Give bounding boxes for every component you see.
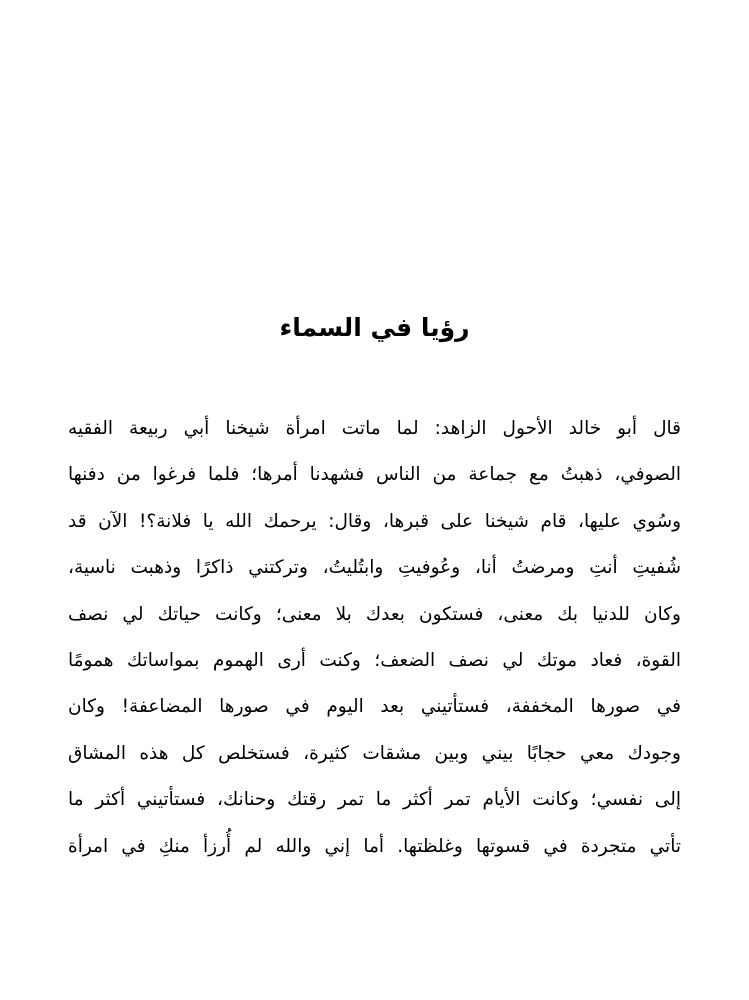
text-line: الصوفي، ذهبتُ مع جماعة من الناس فشهدنا أمرها؛ فلما فرغوا من دفنها	[68, 464, 681, 486]
text-line: شُفيتِ أنتِ ومرضتُ أنا، وعُوفيتِ وابتُليتُ، وتركتني ذاكرًا وذهبت ناسية،	[68, 557, 681, 579]
text-line: القوة، فعاد موتك لي نصف الضعف؛ وكنت أرى الهموم بمواساتك همومًا	[68, 649, 681, 671]
text-line: قال أبو خالد الأحول الزاهد: لما ماتت امرأة شيخنا أبي ربيعة الفقيه	[68, 418, 681, 439]
text-line: وسُوي عليها، قام شيخنا على قبرها، وقال: يرحمك الله يا فلانة؟! الآن قد	[68, 510, 681, 532]
body-paragraph	[68, 406, 681, 870]
text-line: إلى نفسي؛ وكانت الأيام تمر أكثر ما تمر رقتك وحنانك، فستأتيني أكثر ما	[68, 789, 681, 811]
text-line: وكان للدنيا بك معنى، فستكون بعدك بلا معنى؛ وكانت حياتك لي نصف	[68, 603, 681, 625]
text-line: في صورها المخففة، فستأتيني بعد اليوم في صورها المضاعفة! وكان	[68, 696, 681, 718]
page-title: رؤيا في السماء	[279, 313, 470, 342]
text-line: وجودك معي حجابًا بيني وبين مشقات كثيرة، فستخلص كل هذه المشاق	[68, 742, 681, 764]
text-line: تأتي متجردة في قسوتها وغلظتها. أما إني والله لم أُرزأ منكِ في امرأة	[68, 835, 681, 857]
